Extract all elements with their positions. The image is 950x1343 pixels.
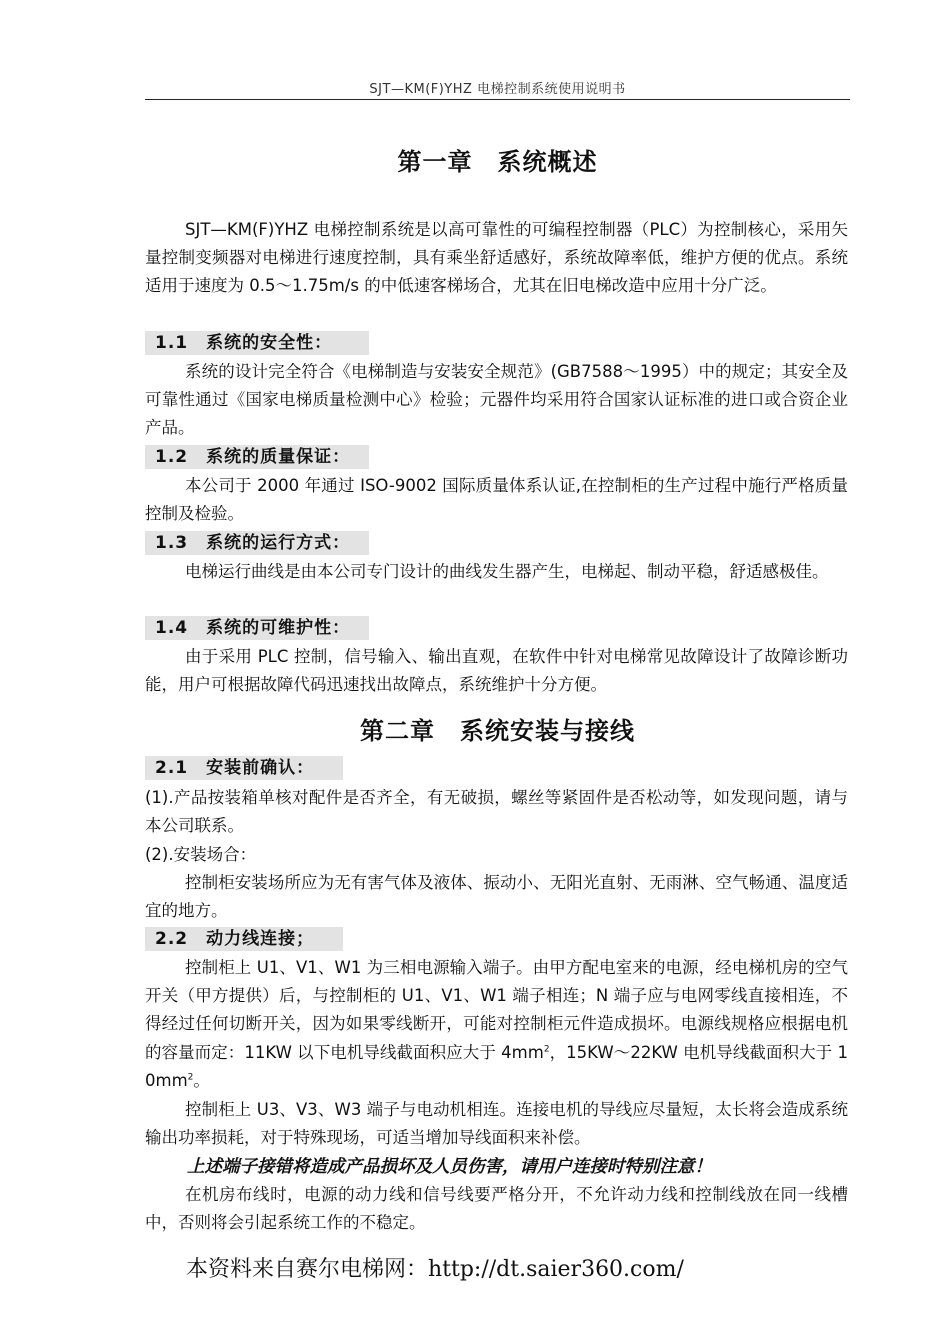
section-1-1-text: 系统的设计完全符合《电梯制造与安装安全规范》(GB7588～1995）中的规定；其安全及可靠性通过《国家电梯质量检测中心》检验；元器件均采用符合国家认证标准的进口或合资企业产品。	[145, 362, 848, 438]
section-2-1-item-2: (2).安装场合：	[145, 845, 257, 864]
section-2-1-item-1: (1).产品按装箱单核对配件是否齐全，有无破损，螺丝等紧固件是否松动等，如发现问题，请与本公司联系。	[145, 788, 848, 836]
source-footer: 本资料来自赛尔电梯网：http://dt.saier360.com/	[186, 1257, 684, 1282]
section-1-2-text: 本公司于 2000 年通过 ISO-9002 国际质量体系认证,在控制柜的生产过程中施行严格质量控制及检验。	[145, 476, 848, 524]
section-1-3-text: 电梯运行曲线是由本公司专门设计的曲线发生器产生，电梯起、制动平稳，舒适感极佳。	[185, 562, 829, 581]
section-1-3-heading: 1.3 系统的运行方式：	[145, 531, 369, 555]
section-2-2-paragraph-2: 控制柜上 U3、V3、W3 端子与电动机相连。连接电机的导线应尽量短，太长将会造成系统输出功率损耗，对于特殊现场，可适当增加导线面积来补偿。	[145, 1100, 848, 1148]
superscript-2b: 2	[187, 1072, 194, 1083]
section-1-1-heading: 1.1 系统的安全性：	[145, 331, 369, 355]
section-2-1-heading: 2.1 安装前确认：	[145, 756, 343, 780]
chapter-2-title: 第二章 系统安装与接线	[360, 717, 635, 745]
running-header: SJT—KM(F)YHZ 电梯控制系统使用说明书	[369, 82, 626, 97]
chapter-1-title: 第一章 系统概述	[397, 148, 598, 176]
section-1-4-text: 由于采用 PLC 控制，信号输入、输出直观，在软件中针对电梯常见故障设计了故障诊断功能，用户可根据故障代码迅速找出故障点，系统维护十分方便。	[145, 647, 848, 695]
power-cable-text: 控制柜上 U1、V1、W1 为三相电源输入端子。由甲方配电室来的电源，经电梯机房的空气开关（甲方提供）后，与控制柜的 U1、V1、W1 端子相连；N 端子应与电网零线直接相连，不得经过任何切断开关，因为如果零线断开，可能对控制柜元件造成损坏。电源线规格应根据电机的容量而定：11KW 以下电机导线截面积应大于 4mm	[145, 958, 848, 1062]
chapter-1-intro: SJT—KM(F)YHZ 电梯控制系统是以高可靠性的可编程控制器（PLC）为控制核心，采用矢量控制变频器对电梯进行速度控制，具有乘坐舒适感好，系统故障率低，维护方便的优点。系统适用于速度为 0.5～1.75m/s 的中低速客梯场合，尤其在旧电梯改造中应用十分广泛。	[145, 220, 848, 296]
section-2-2-paragraph-3: 在机房布线时，电源的动力线和信号线要严格分开，不允许动力线和控制线放在同一线槽中，否则将会引起系统工作的不稳定。	[145, 1185, 848, 1233]
section-2-1-item-2-text: 控制柜安装场所应为无有害气体及液体、振动小、无阳光直射、无雨淋、空气畅通、温度适宜的地方。	[145, 873, 848, 921]
section-1-4-heading: 1.4 系统的可维护性：	[145, 616, 369, 640]
power-cable-text-end: 。	[193, 1070, 210, 1090]
section-1-2-heading: 1.2 系统的质量保证：	[145, 445, 369, 469]
section-2-2-heading: 2.2 动力线连接；	[145, 927, 343, 951]
header-rule	[145, 99, 850, 100]
superscript-2: 2	[543, 1044, 550, 1055]
power-cable-text-cont: ，15KW～22KW 电机导线截面积大于 10mm	[145, 1042, 848, 1090]
wiring-warning: 上述端子接错将造成产品损坏及人员伤害，请用户连接时特别注意！	[187, 1157, 712, 1177]
section-2-2-paragraph-1	[145, 954, 848, 1095]
